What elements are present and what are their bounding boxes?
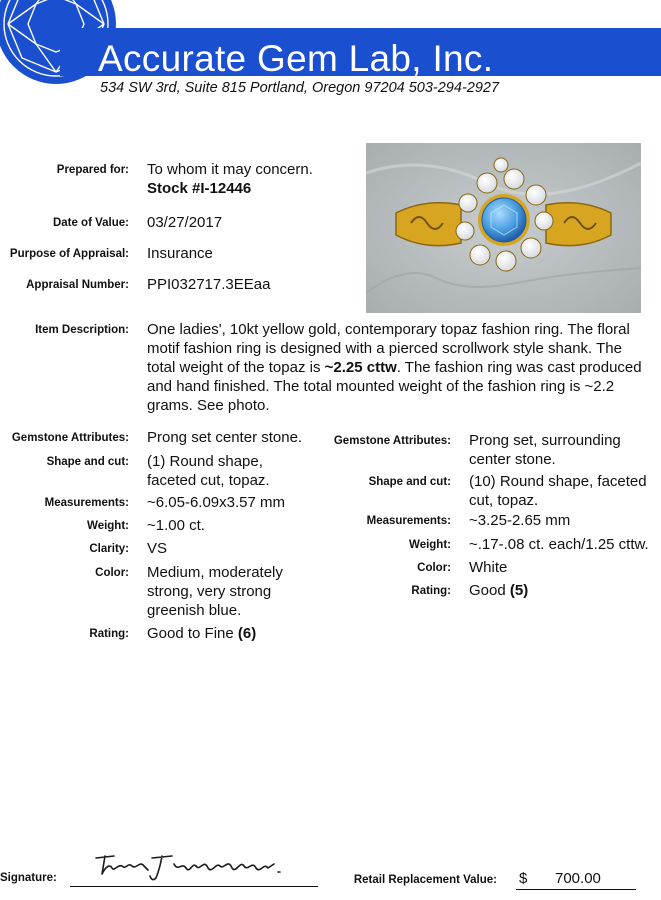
center-measurements: ~6.05-6.09x3.57 mm [147, 494, 285, 511]
center-rating-text: Good to Fine [147, 625, 238, 642]
clarity-label: Clarity: [89, 543, 129, 555]
surrounding-rating-grade: (5) [509, 582, 529, 599]
date-of-value: 03/27/2017 [147, 214, 223, 231]
company-name: Accurate Gem Lab, Inc. [98, 38, 494, 79]
description-text-start: One ladies', 10kt yellow gold, contemporary topaz fashion ring. The floral motif fashion ring is designed with a pierced scrollwork style shank. The total weight of the topaz is [147, 321, 630, 376]
signature-line [70, 886, 318, 887]
retail-value-label: Retail Replacement Value: [353, 874, 497, 886]
center-measurements-label: Measurements: [44, 497, 129, 509]
center-color-label: Color: [95, 567, 129, 579]
surrounding-shape-value: (10) Round shape, faceted cut, topaz. [469, 473, 647, 509]
appraisal-number: PPI032717.3EEaa [147, 276, 271, 293]
center-shape-value: (1) Round shape, faceted cut, topaz. [147, 453, 270, 489]
retail-value: 700.00 [555, 870, 601, 887]
surrounding-gemstone-attributes: Prong set, surrounding center stone. [469, 432, 621, 468]
center-weight: ~1.00 ct. [147, 517, 205, 534]
handwritten-signature [92, 848, 302, 884]
surrounding-measurements: ~3.25-2.65 mm [469, 512, 571, 529]
surrounding-measurements-label: Measurements: [366, 515, 451, 527]
appraisal-number-label: Appraisal Number: [26, 279, 129, 291]
surrounding-rating-text: Good [469, 582, 510, 599]
signature-label: Signature: [0, 872, 57, 884]
center-rating [147, 624, 256, 643]
surrounding-gemstone-attributes-label: Gemstone Attributes: [333, 435, 451, 447]
center-rating-label: Rating: [89, 628, 129, 640]
center-rating-grade: (6) [237, 625, 257, 642]
stock-number: Stock #I-12446 [147, 180, 252, 197]
ring-photo [366, 143, 641, 313]
center-shape-label: Shape and cut: [46, 456, 129, 468]
surrounding-color-value: White [469, 559, 508, 576]
center-color-value: Medium, moderately strong, very strong greenish blue. [147, 564, 283, 619]
prepared-for-label: Prepared for: [56, 164, 129, 176]
company-address: 534 SW 3rd, Suite 815 Portland, Oregon 97204 503-294-2927 [100, 80, 500, 96]
center-weight-label: Weight: [87, 520, 129, 532]
surrounding-weight: ~.17-.08 ct. each/1.25 cttw. [469, 536, 649, 553]
currency-symbol: $ [519, 870, 528, 887]
surrounding-shape-label: Shape and cut: [368, 476, 451, 488]
surrounding-rating [469, 581, 528, 600]
retail-value-line [516, 889, 636, 890]
center-gemstone-attributes-label: Gemstone Attributes: [11, 432, 129, 444]
item-description [147, 320, 653, 415]
surrounding-color-label: Color: [417, 562, 451, 574]
center-gemstone-attributes: Prong set center stone. [147, 429, 303, 446]
purpose-label: Purpose of Appraisal: [9, 248, 129, 260]
item-description-label: Item Description: [35, 324, 129, 336]
clarity-value: VS [147, 540, 168, 557]
date-of-value-label: Date of Value: [52, 217, 129, 229]
total-weight-highlight: ~2.25 cttw [324, 359, 397, 376]
description-text-end: . The fashion ring was cast produced and hand finished. The total mounted weight of the fashion ring is ~2.2 grams. See photo. [147, 359, 642, 414]
surrounding-weight-label: Weight: [409, 539, 451, 551]
prepared-for-value: To whom it may concern. [147, 161, 313, 178]
surrounding-rating-label: Rating: [411, 585, 451, 597]
purpose-value: Insurance [147, 245, 213, 262]
